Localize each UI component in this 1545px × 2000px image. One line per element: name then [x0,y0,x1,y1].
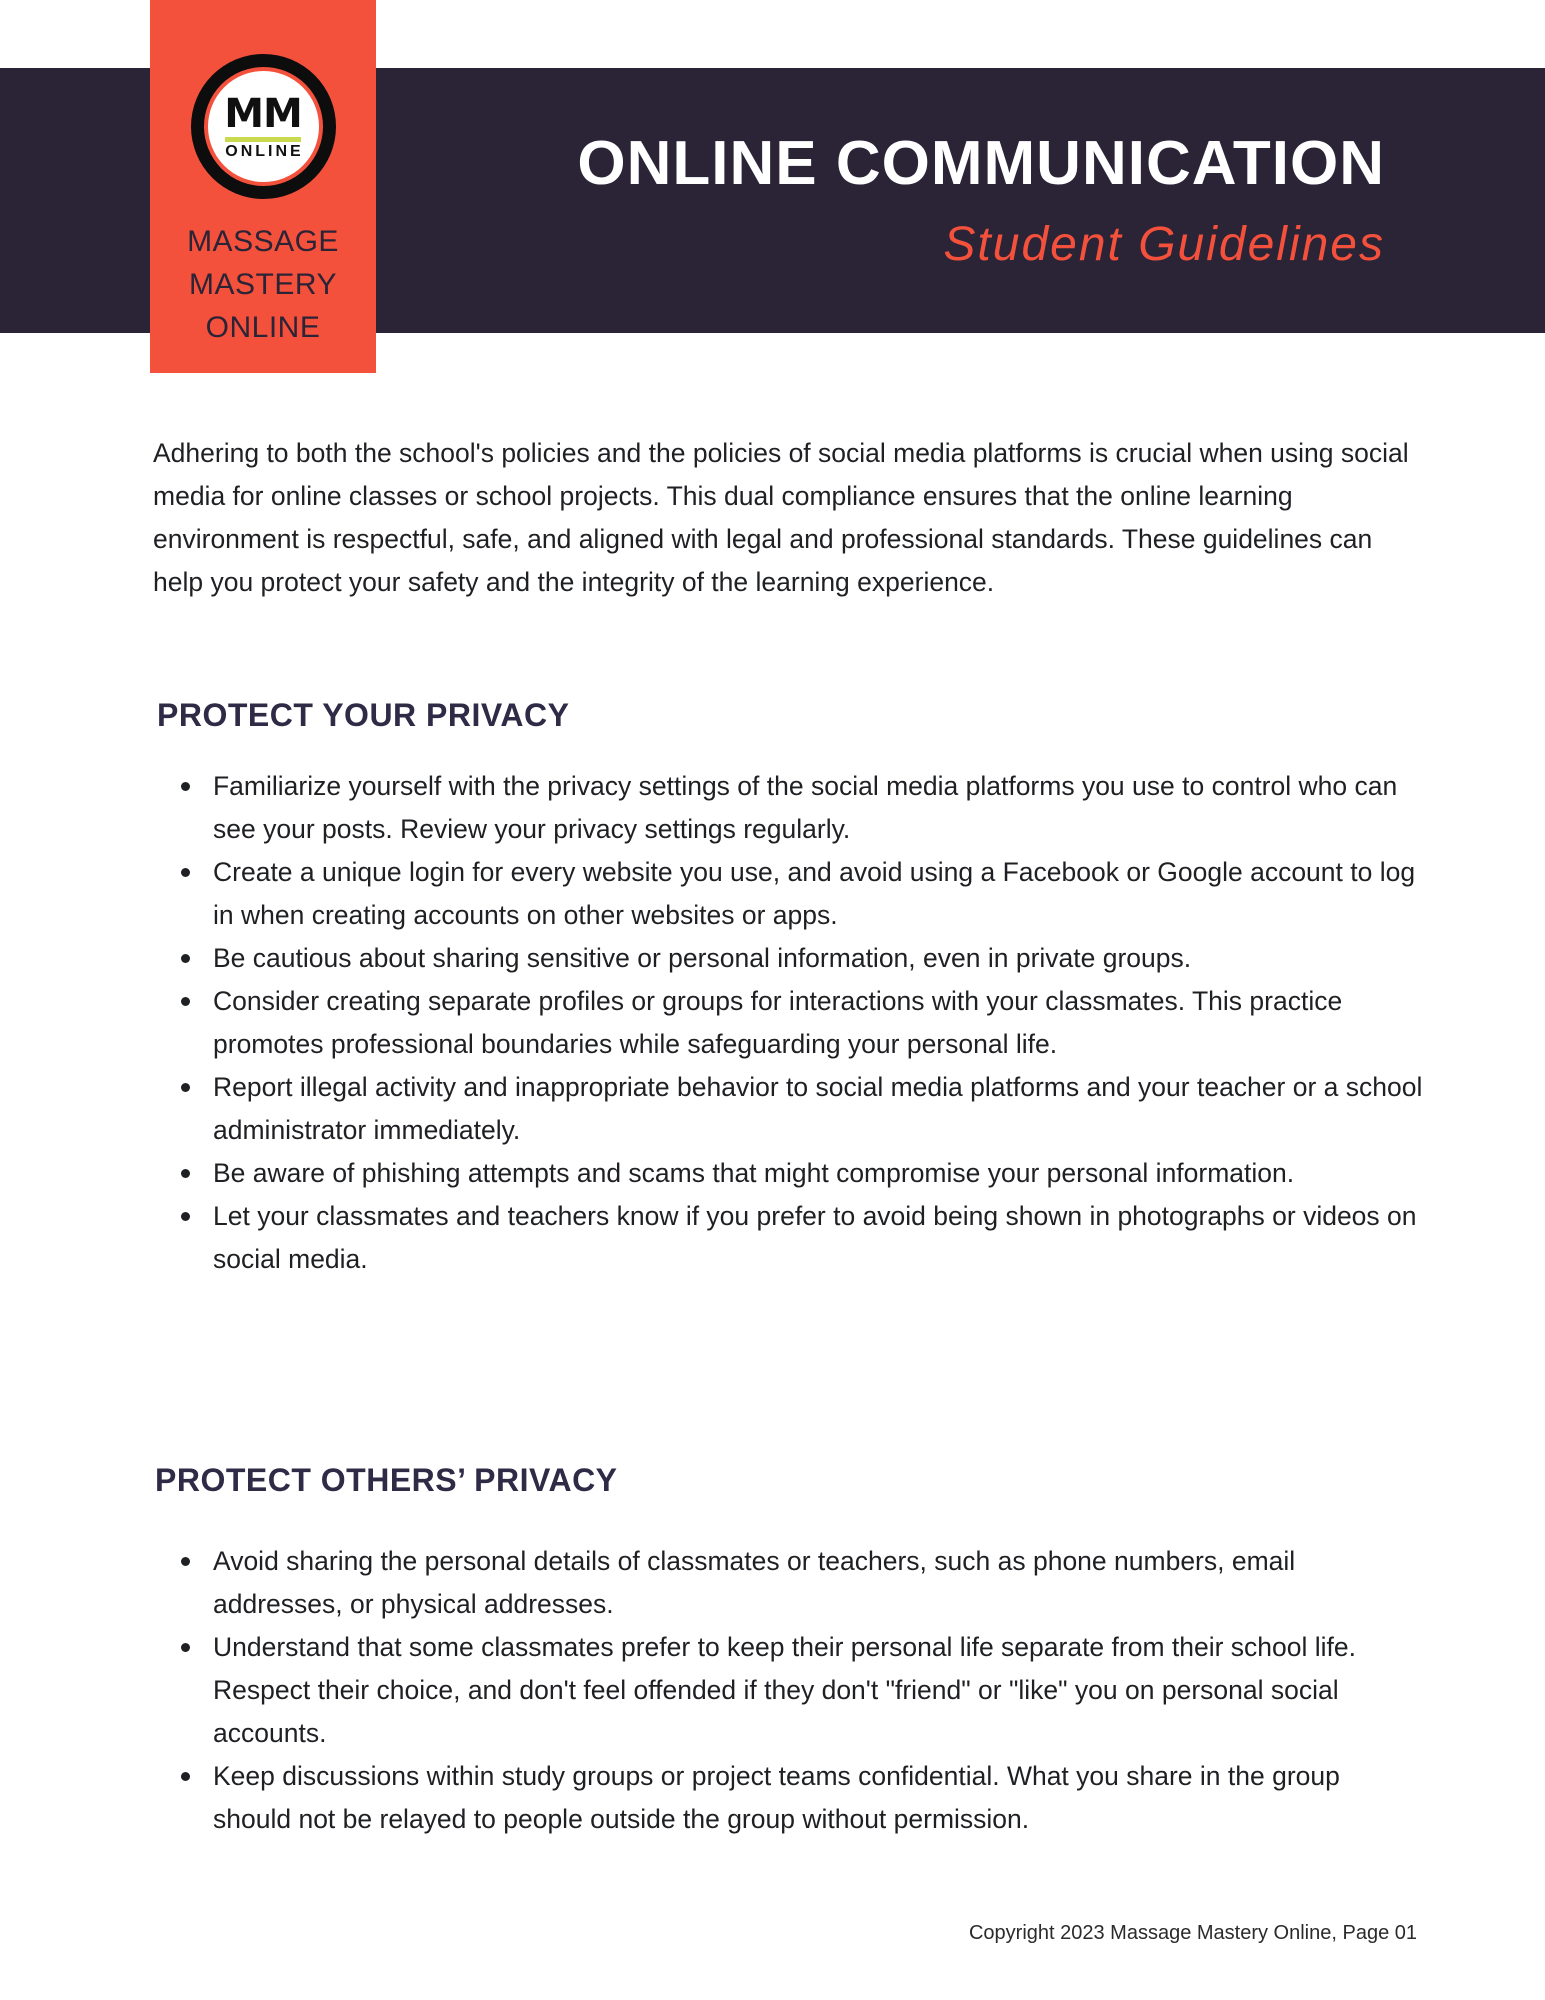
list-item: Be cautious about sharing sensitive or personal information, even in private groups. [153,937,1425,980]
brand-line-massage: MASSAGE [187,225,339,258]
brand-line-online: ONLINE [205,311,321,344]
bullet-list-protect-others-privacy [153,1540,1425,1841]
list-item: Keep discussions within study groups or project teams confidential. What you share in the group should not be relayed to people outside the group without permission. [153,1755,1425,1841]
list-item: Be aware of phishing attempts and scams that might compromise your personal information. [153,1152,1425,1195]
mm-online-logo-icon [191,54,336,199]
brand-ribbon [150,0,376,373]
logo-subtext: ONLINE [225,142,304,160]
logo-inner-circle [204,67,323,186]
logo-monogram: MM [224,90,302,137]
page-subtitle: Student Guidelines [943,217,1385,271]
logo-underline [225,137,301,142]
bullet-list-protect-your-privacy [153,765,1425,1281]
section-heading-protect-your-privacy: PROTECT YOUR PRIVACY [157,697,570,733]
list-item: Create a unique login for every website you use, and avoid using a Facebook or Google account to log in when creating accounts on other websites or apps. [153,851,1425,937]
header [376,68,1385,333]
list-item: Let your classmates and teachers know if you prefer to avoid being shown in photographs or videos on social media. [153,1195,1425,1281]
brand-name [187,220,339,349]
page-footer: Copyright 2023 Massage Mastery Online, Page 01 [968,1922,1417,1944]
list-item: Consider creating separate profiles or groups for interactions with your classmates. This practice promotes professional boundaries while safeguarding your personal life. [153,980,1425,1066]
list-item: Understand that some classmates prefer to keep their personal life separate from their school life. Respect their choice, and don't feel offended if they don't "friend" or "like" you on personal social accounts. [153,1626,1425,1755]
brand-line-mastery: MASTERY [189,268,337,301]
list-item: Avoid sharing the personal details of classmates or teachers, such as phone numbers, email addresses, or physical addresses. [153,1540,1425,1626]
list-item: Familiarize yourself with the privacy settings of the social media platforms you use to control who can see your posts. Review your privacy settings regularly. [153,765,1425,851]
section-heading-protect-others-privacy: PROTECT OTHERS’ PRIVACY [155,1462,618,1498]
page-title: ONLINE COMMUNICATION [577,128,1385,198]
list-item: Report illegal activity and inappropriate behavior to social media platforms and your teacher or a school administrator immediately. [153,1066,1425,1152]
intro-paragraph: Adhering to both the school's policies and the policies of social media platforms is crucial when using social media for online classes or school projects. This dual compliance ensures that the online learning environment is respectful, safe, and aligned with legal and professional standards. These guidelines can help you protect your safety and the integrity of the learning experience. [153,438,1409,597]
